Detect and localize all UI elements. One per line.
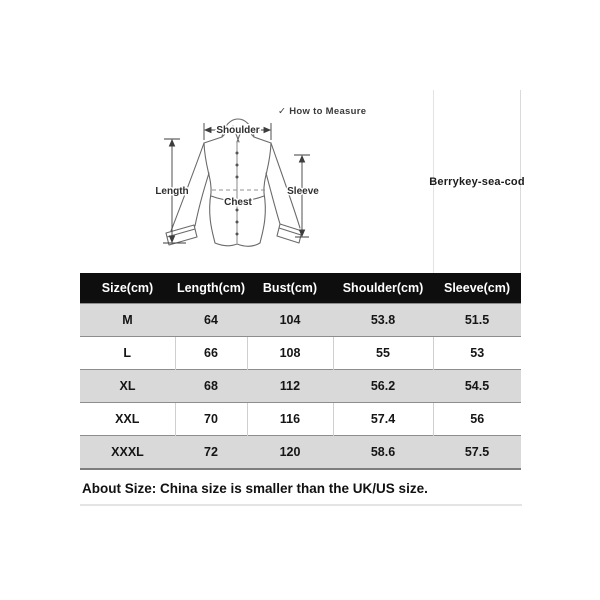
check-icon: ✓ bbox=[278, 106, 287, 117]
cell-size: XXXL bbox=[80, 436, 175, 470]
cell-length: 72 bbox=[175, 436, 247, 470]
table-row-xxl bbox=[80, 403, 521, 436]
length-label: Length bbox=[155, 186, 189, 197]
cell-size: XL bbox=[80, 370, 175, 403]
cell-shoulder: 53.8 bbox=[333, 304, 433, 337]
footer-divider bbox=[80, 504, 522, 506]
table-row-l bbox=[80, 337, 521, 370]
size-table-header-row bbox=[80, 273, 521, 304]
size-table bbox=[80, 273, 521, 470]
cell-bust: 104 bbox=[247, 304, 333, 337]
shirt-hem bbox=[215, 243, 260, 246]
chest-label: Chest bbox=[224, 197, 252, 208]
cell-sleeve: 57.5 bbox=[433, 436, 521, 470]
measure-diagram bbox=[150, 95, 325, 265]
shirt-body-right bbox=[260, 143, 271, 243]
dimension-lines bbox=[163, 123, 310, 243]
how-to-measure-caption bbox=[278, 106, 366, 117]
cell-length: 68 bbox=[175, 370, 247, 403]
cell-sleeve: 51.5 bbox=[433, 304, 521, 337]
cell-length: 66 bbox=[175, 337, 247, 370]
cell-shoulder: 58.6 bbox=[333, 436, 433, 470]
cell-sleeve: 54.5 bbox=[433, 370, 521, 403]
cell-size: M bbox=[80, 304, 175, 337]
cell-bust: 116 bbox=[247, 403, 333, 436]
table-row-xxxl bbox=[80, 436, 521, 470]
about-size-note: About Size: China size is smaller than the UK/US size. bbox=[82, 481, 428, 496]
shirt-cuff-left bbox=[166, 225, 197, 245]
sleeve-label: Sleeve bbox=[287, 186, 319, 197]
shirt-sleeve-left-inner bbox=[195, 173, 209, 226]
brand-name: Berrykey-sea-cod bbox=[429, 175, 525, 188]
shirt-sleeve-right-inner bbox=[266, 173, 280, 224]
header-shoulder: Shoulder(cm) bbox=[333, 273, 433, 304]
header-length: Length(cm) bbox=[175, 273, 247, 304]
brand-watermark-box bbox=[429, 90, 525, 273]
cell-sleeve: 53 bbox=[433, 337, 521, 370]
shirt-body-left bbox=[204, 143, 215, 243]
table-row-xl bbox=[80, 370, 521, 403]
cell-shoulder: 57.4 bbox=[333, 403, 433, 436]
cell-shoulder: 56.2 bbox=[333, 370, 433, 403]
cell-length: 64 bbox=[175, 304, 247, 337]
cell-bust: 112 bbox=[247, 370, 333, 403]
shoulder-label: Shoulder bbox=[216, 125, 260, 136]
cell-bust: 120 bbox=[247, 436, 333, 470]
cell-bust: 108 bbox=[247, 337, 333, 370]
table-row-m bbox=[80, 304, 521, 337]
how-to-measure-text: How to Measure bbox=[289, 106, 367, 117]
cell-size: XXL bbox=[115, 412, 140, 426]
header-size: Size(cm) bbox=[80, 273, 175, 304]
shirt-outline-drawing bbox=[166, 119, 302, 246]
cell-size: L bbox=[123, 346, 132, 360]
header-bust: Bust(cm) bbox=[247, 273, 333, 304]
header-sleeve: Sleeve(cm) bbox=[433, 273, 521, 304]
cell-sleeve: 56 bbox=[433, 403, 521, 436]
cell-shoulder: 55 bbox=[333, 337, 433, 370]
cell-length: 70 bbox=[175, 403, 247, 436]
shirt-cuff-right bbox=[277, 224, 302, 243]
